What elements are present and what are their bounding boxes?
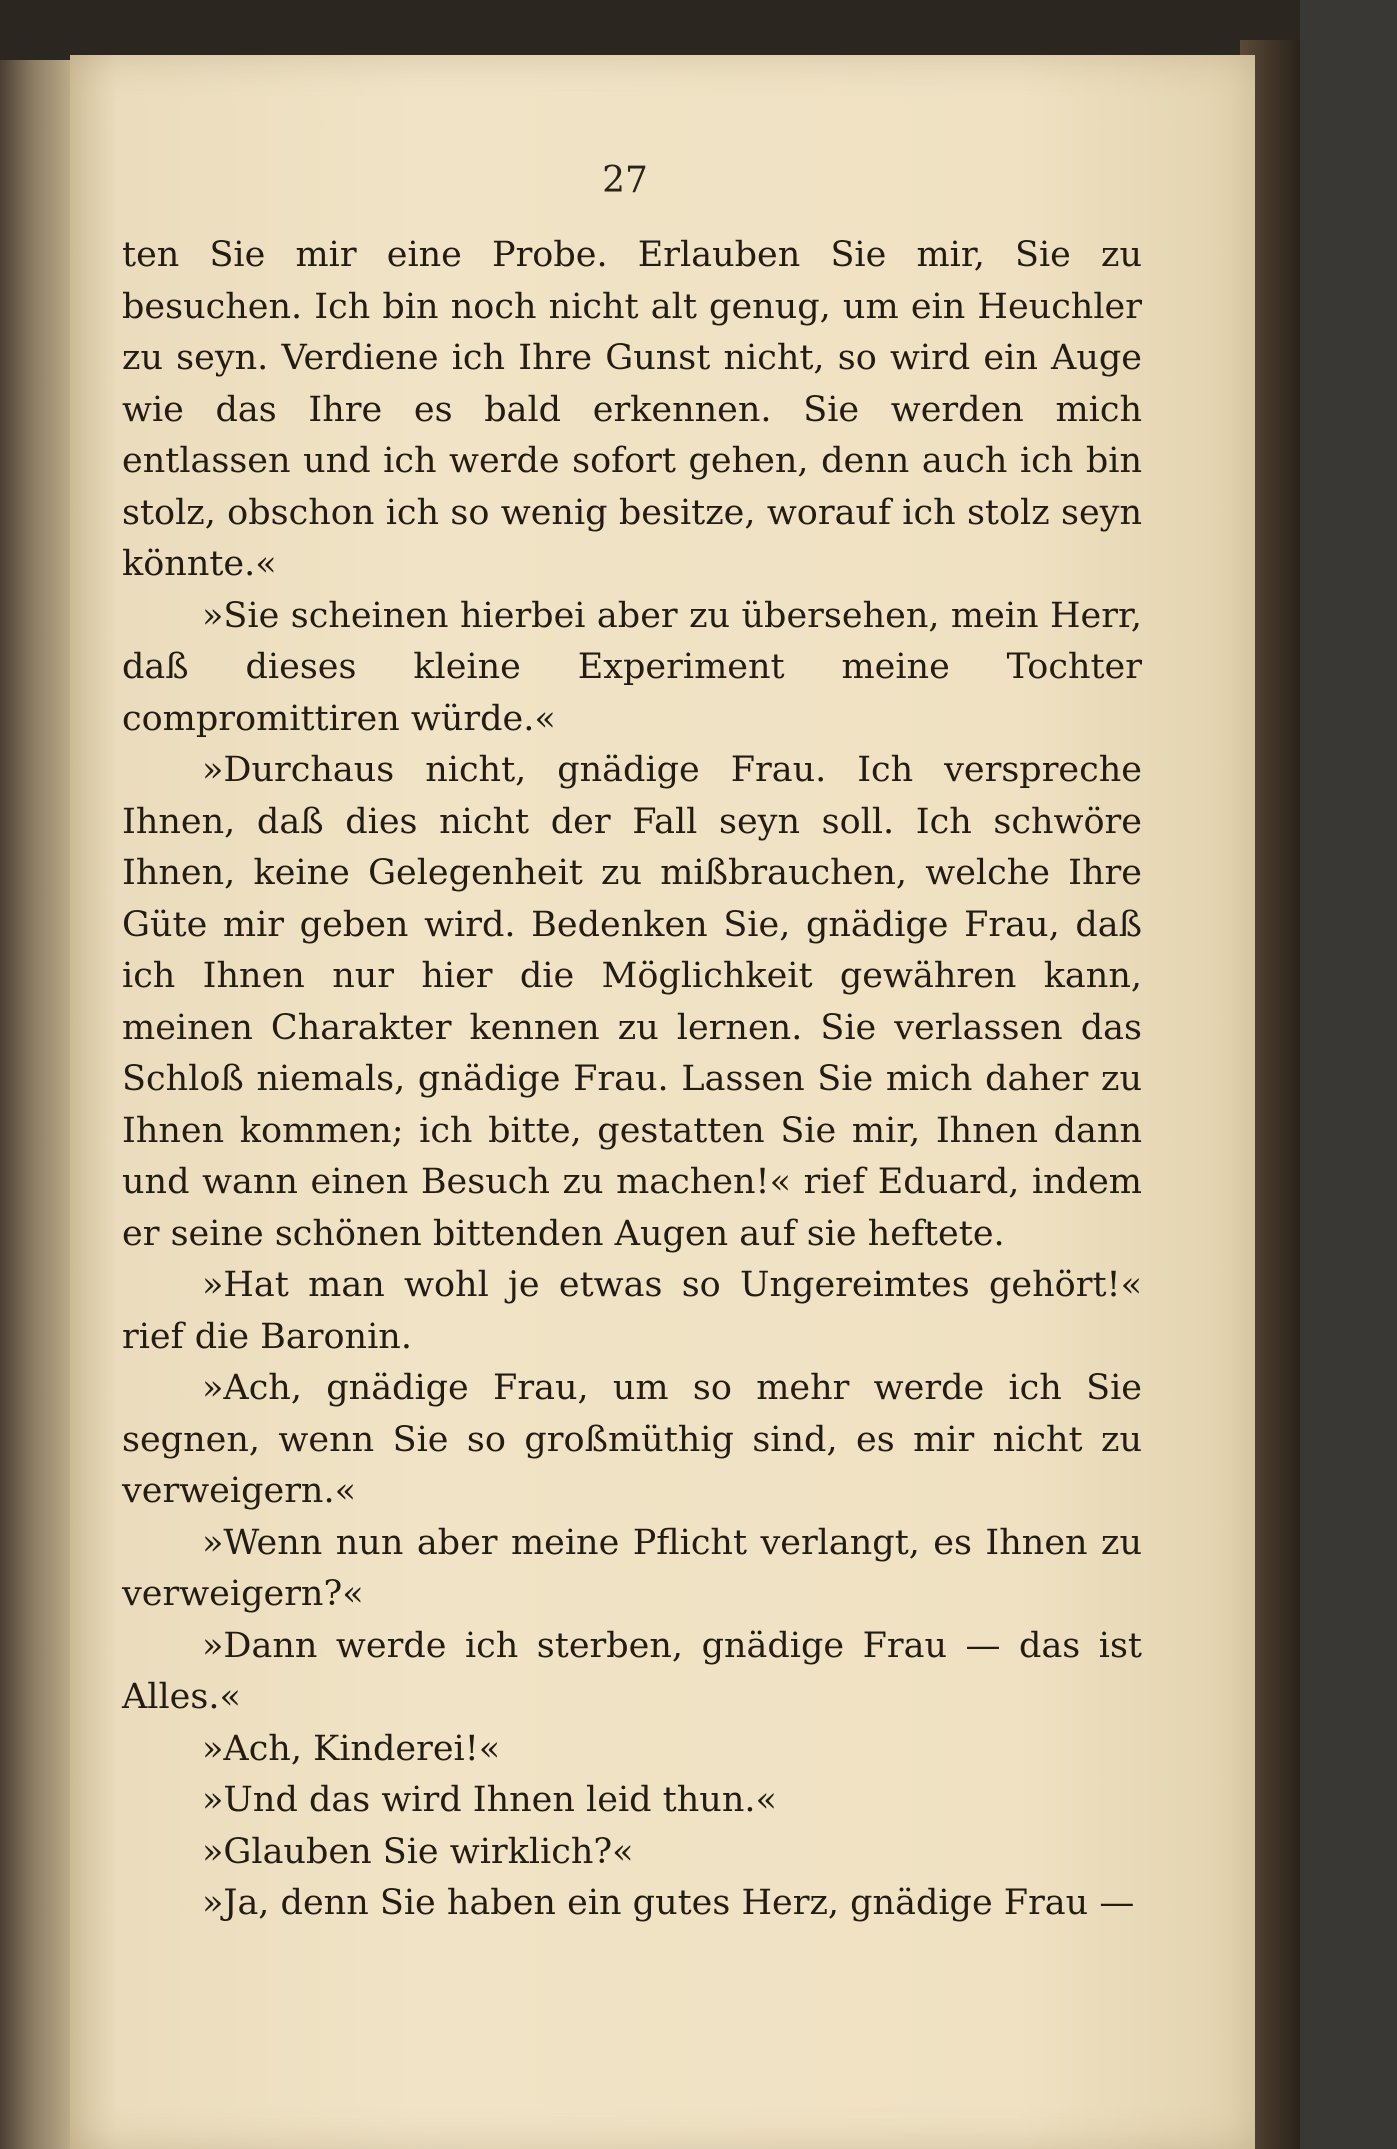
paragraph: »Ach, Kinderei!« (202, 1728, 501, 1769)
paragraph: »Wenn nun aber meine Pflicht verlangt, es Ihnen zu verweigern?« (122, 1522, 1142, 1614)
left-page-edge (0, 60, 80, 2149)
book-page (70, 55, 1255, 2149)
paragraph: »Sie scheinen hierbei aber zu übersehen, mein Herr, daß dieses kleine Experiment meine Tochter compromittiren würde.« (122, 595, 1142, 739)
background-right (1300, 0, 1397, 2149)
paragraph: »Glauben Sie wirklich?« (202, 1831, 634, 1872)
paragraph: »Hat man wohl je etwas so Ungereimtes gehört!« rief die Baronin. (122, 1265, 1142, 1357)
paragraph: »Dann werde ich sterben, gnädige Frau — das ist Alles.« (122, 1625, 1142, 1717)
paragraph: »Ach, gnädige Frau, um so mehr werde ich Sie segnen, wenn Sie so großmüthig sind, es mir nicht zu verweigern.« (122, 1368, 1142, 1511)
page-number: 27 (602, 160, 648, 201)
paragraph: »Durchaus nicht, gnädige Frau. Ich verspreche Ihnen, daß dies nicht der Fall seyn soll. Ich schwöre Ihnen, keine Gelegenheit zu mißbrauchen, welche Ihre Güte mir geben wird. Bedenken Sie, gnädige Frau, daß ich Ihnen nur hier die Möglichkeit gewähren kann, meinen Charakter kennen zu lernen. Sie verlassen das Schloß niemals, gnädige Frau. Lassen Sie mich daher zu Ihnen kommen; ich bitte, gestatten Sie mir, Ihnen dann und wann einen Besuch zu machen!« rief Eduard, indem er seine schönen bittenden Augen auf sie heftete. (122, 750, 1142, 1254)
page-text (122, 230, 1142, 1930)
paragraph: ten Sie mir eine Probe. Erlauben Sie mir, Sie zu besuchen. Ich bin noch nicht alt genug, um ein Heuchler zu seyn. Verdiene ich Ihre Gunst nicht, so wird ein Auge wie das Ihre es bald erkennen. Sie werden mich entlassen und ich werde sofort gehen, denn auch ich bin stolz, obschon ich so wenig besitze, worauf ich stolz seyn könnte.« (122, 235, 1142, 584)
paragraph: »Ja, denn Sie haben ein gutes Herz, gnädige Frau — (202, 1883, 1135, 1923)
paragraph: »Und das wird Ihnen leid thun.« (202, 1780, 777, 1820)
